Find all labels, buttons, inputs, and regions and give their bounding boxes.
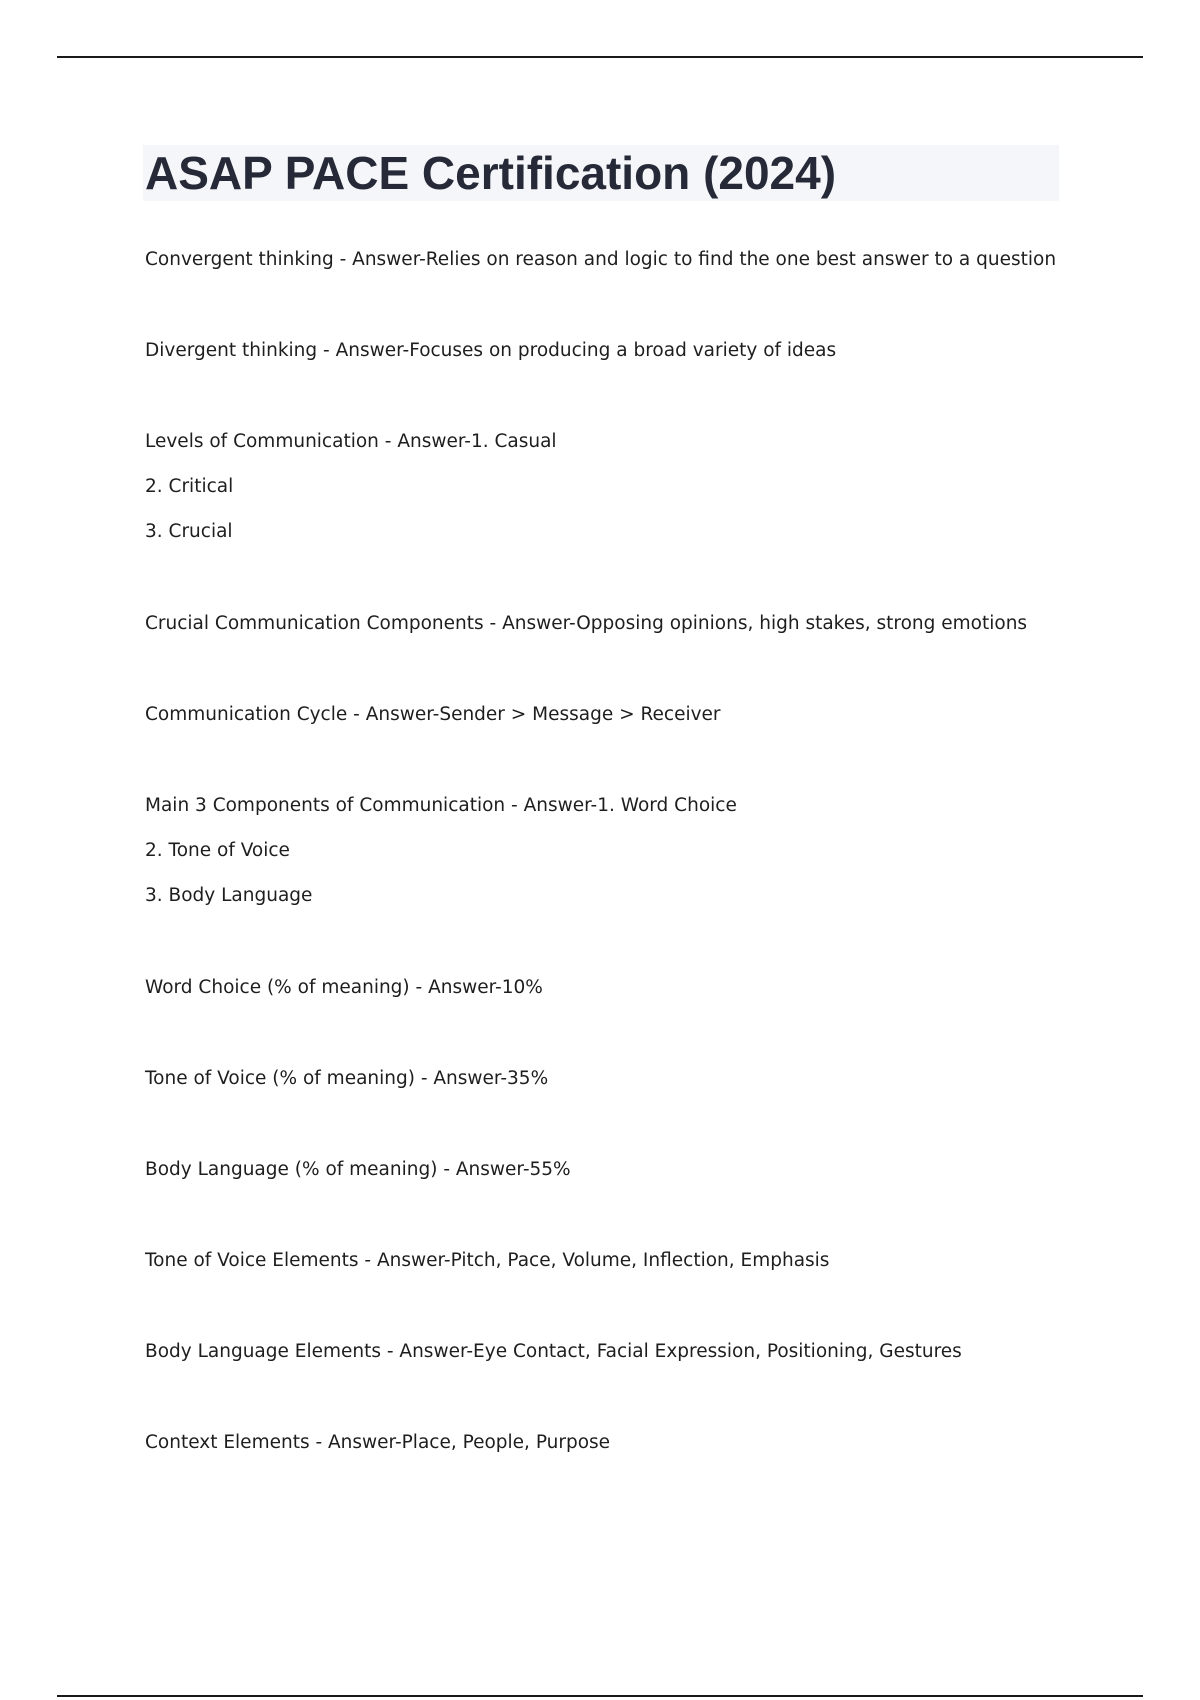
qa-entry-body-language-elements [145,1339,962,1365]
qa-line: 3. Body Language [145,885,313,906]
document-title: ASAP PACE Certification (2024) [145,147,837,199]
qa-line: Levels of Communication - Answer-1. Casual [145,431,557,452]
qa-entry-convergent-thinking [145,247,1056,273]
qa-line: 3. Crucial [145,521,233,542]
qa-entry-context-elements [145,1430,610,1456]
qa-line: Tone of Voice (% of meaning) - Answer-35% [145,1068,549,1089]
bottom-rule [57,1695,1143,1697]
qa-line: Word Choice (% of meaning) - Answer-10% [145,977,543,998]
top-rule [57,56,1143,58]
qa-entry-tone-of-voice [145,1066,548,1092]
qa-line: Body Language (% of meaning) - Answer-55% [145,1159,571,1180]
qa-line: Communication Cycle - Answer-Sender > Message > Receiver [145,704,721,725]
qa-entry-word-choice [145,975,543,1001]
qa-line: Convergent thinking - Answer-Relies on reason and logic to find the one best answer to a question [145,249,1057,270]
qa-entry-crucial-communication-components [145,611,1027,637]
qa-line: Crucial Communication Components - Answer-Opposing opinions, high stakes, strong emotions [145,613,1028,634]
qa-line: 2. Tone of Voice [145,840,290,861]
qa-line: Body Language Elements - Answer-Eye Contact, Facial Expression, Positioning, Gestures [145,1341,962,1362]
qa-entry-main-components [145,793,737,909]
qa-line: Context Elements - Answer-Place, People, Purpose [145,1432,611,1453]
qa-entry-levels-of-communication [145,429,557,545]
qa-entry-divergent-thinking [145,338,836,364]
qa-line: Main 3 Components of Communication - Answer-1. Word Choice [145,795,737,816]
qa-entry-tone-of-voice-elements [145,1248,829,1274]
qa-line: Tone of Voice Elements - Answer-Pitch, Pace, Volume, Inflection, Emphasis [145,1250,830,1271]
qa-entry-communication-cycle [145,702,721,728]
qa-line: 2. Critical [145,476,234,497]
qa-line: Divergent thinking - Answer-Focuses on producing a broad variety of ideas [145,340,837,361]
qa-entry-body-language [145,1157,571,1183]
